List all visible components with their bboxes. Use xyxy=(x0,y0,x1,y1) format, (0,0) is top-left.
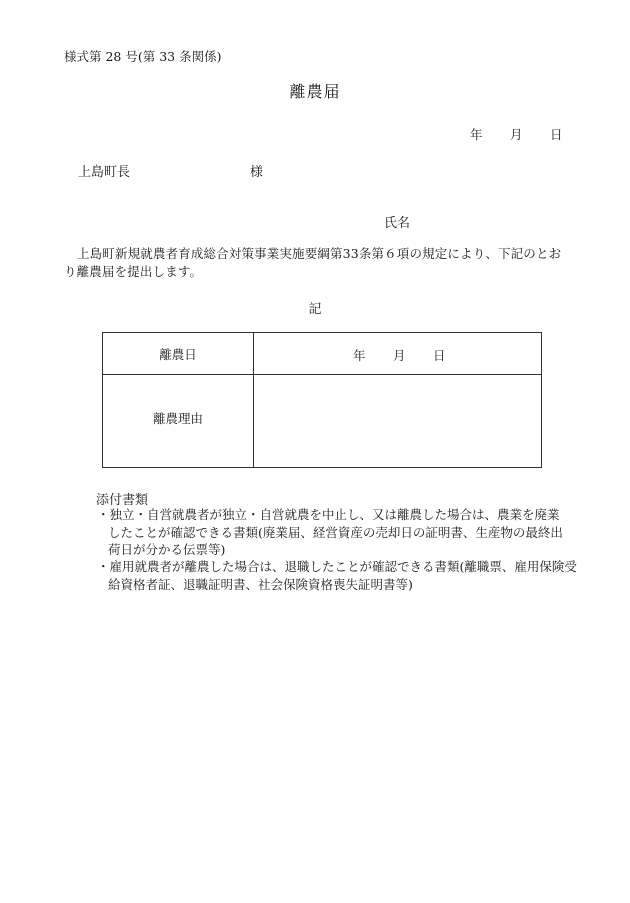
attachment-item-2-line-2: 給資格者証、退職証明書、社会保険資格喪失証明書等) xyxy=(108,576,413,592)
date-month-label: 月 xyxy=(510,127,523,142)
date-day-label: 日 xyxy=(550,127,563,142)
attachment-item-1 xyxy=(97,506,572,559)
applicant-name-label: 氏名 xyxy=(384,216,411,231)
retirement-reason-field[interactable] xyxy=(254,375,542,468)
record-table xyxy=(102,332,542,468)
field-day-label: 日 xyxy=(433,347,446,363)
attachment-item-1-line-3: 荷日が分かる伝票等) xyxy=(108,542,226,557)
table-row xyxy=(103,333,542,375)
form-number: 様式第 28 号(第 33 条関係) xyxy=(64,49,222,64)
retirement-date-label: 離農日 xyxy=(103,333,254,375)
date-year-label: 年 xyxy=(470,127,483,142)
addressee-honorific: 様 xyxy=(250,165,264,180)
attachment-item-1-line-2: したことが確認できる書類(廃業届、経営資産の売却日の証明書、生産物の最終出 xyxy=(108,524,563,540)
document-title: 離農届 xyxy=(289,82,341,101)
attachment-item-2 xyxy=(97,558,577,593)
ki-heading: 記 xyxy=(308,302,322,317)
retirement-date-field[interactable] xyxy=(254,333,542,375)
attachment-item-2-line-1: ・雇用就農者が離農した場合は、退職したことが確認できる書類(離職票、雇用保険受 xyxy=(97,559,577,574)
retirement-reason-label: 離農理由 xyxy=(103,375,254,468)
field-month-label: 月 xyxy=(393,347,406,363)
body-paragraph: 上島町新規就農者育成総合対策事業実施要綱第33条第６項の規定により、下記のとおり離農届を提出します。 xyxy=(64,246,562,279)
field-year-label: 年 xyxy=(353,347,366,363)
addressee-name: 上島町長 xyxy=(78,165,131,180)
table-row xyxy=(103,375,542,468)
attachments-title: 添付書類 xyxy=(96,493,149,508)
attachment-item-1-line-1: ・独立・自営就農者が独立・自営就農を中止し、又は離農した場合は、農業を廃業 xyxy=(97,507,560,522)
